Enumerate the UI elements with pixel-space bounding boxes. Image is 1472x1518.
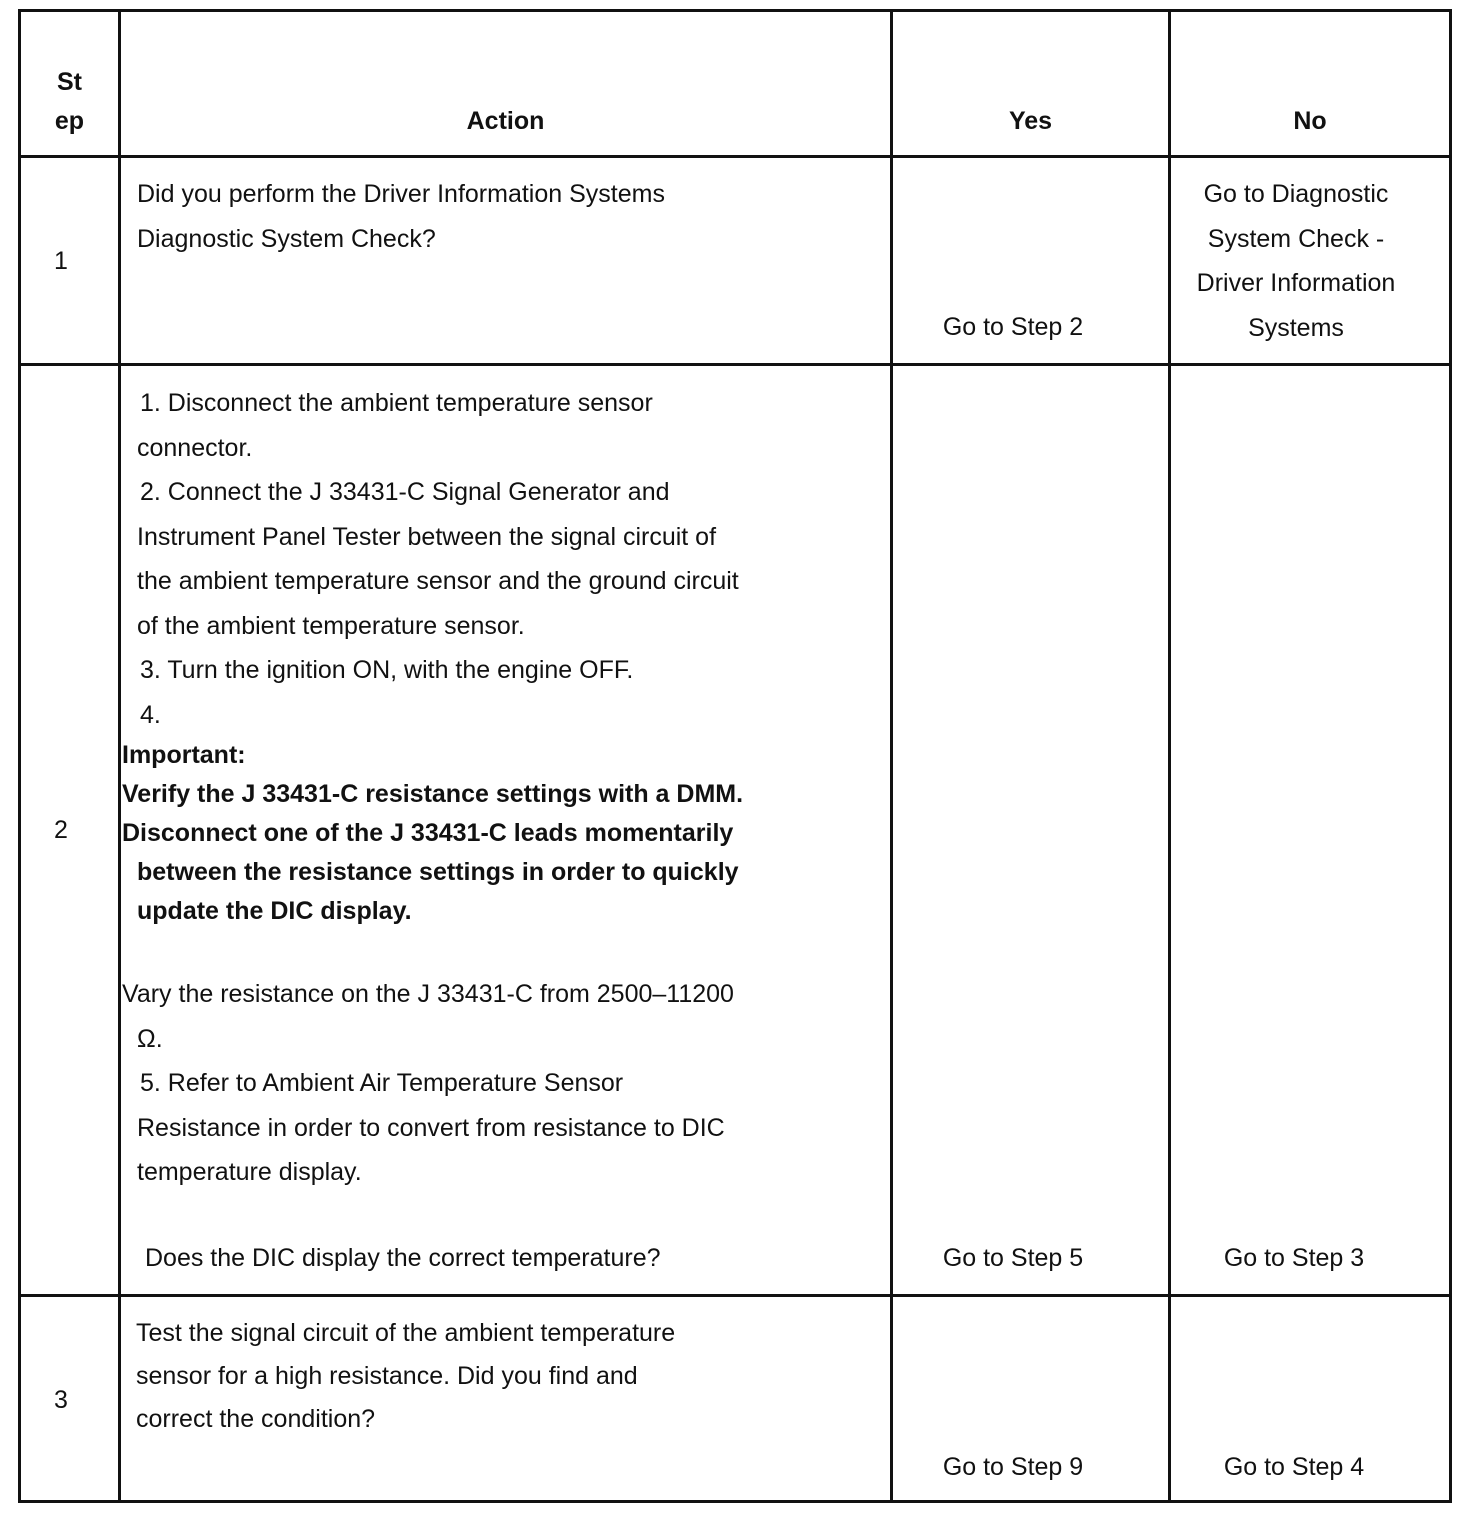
no-line: Systems — [1248, 313, 1344, 342]
yes-result: Go to Step 9 — [942, 1453, 1084, 1481]
yes-result: Go to Step 5 — [942, 1244, 1084, 1272]
header-yes: Yes — [1008, 107, 1053, 135]
header-divider — [18, 155, 1452, 158]
row-divider-2 — [18, 1294, 1452, 1297]
row-divider-1 — [18, 363, 1452, 366]
action-line: 2. Connect the J 33431-C Signal Generator and — [140, 478, 670, 506]
step-number: 2 — [54, 816, 68, 844]
action-line: 4. — [140, 700, 161, 729]
action-line: 3. Turn the ignition ON, with the engine OFF. — [140, 656, 634, 684]
column-divider-step — [118, 9, 121, 1503]
action-steps-4-5 — [122, 972, 734, 1195]
yes-result: Go to Step 2 — [942, 313, 1084, 341]
action-line: of the ambient temperature sensor. — [137, 611, 525, 640]
header-step-line1: St — [57, 68, 82, 96]
action-line: correct the condition? — [136, 1405, 376, 1433]
no-line: System Check - — [1207, 224, 1385, 253]
important-line: Verify the J 33431-C resistance settings with a DMM. — [122, 780, 744, 808]
table-border-bottom — [18, 1500, 1452, 1503]
action-line: Vary the resistance on the J 33431-C from 2500–11200 — [122, 980, 734, 1008]
important-line: Important: — [122, 741, 246, 769]
no-result — [1171, 172, 1421, 350]
action-line: sensor for a high resistance. Did you find and — [136, 1362, 638, 1390]
important-note — [122, 736, 743, 931]
action-line: connector. — [137, 433, 253, 462]
action-line: 1. Disconnect the ambient temperature sensor — [140, 389, 653, 417]
important-line: between the resistance settings in order to quickly — [137, 858, 739, 886]
no-line: Driver Information — [1196, 269, 1396, 297]
action-line: Resistance in order to convert from resistance to DIC — [137, 1113, 725, 1142]
important-line: update the DIC display. — [137, 897, 412, 925]
header-step-line2: ep — [54, 107, 85, 135]
step-number: 1 — [54, 247, 68, 275]
table-border-top — [18, 9, 1452, 12]
no-result: Go to Step 4 — [1223, 1453, 1365, 1481]
table-border-right — [1449, 9, 1452, 1503]
action-line: temperature display. — [137, 1158, 362, 1186]
action-line: Ω. — [137, 1024, 163, 1053]
no-line: Go to Diagnostic — [1203, 180, 1389, 208]
action-steps-1-4 — [137, 381, 739, 737]
table-border-left — [18, 9, 21, 1503]
header-no: No — [1293, 107, 1327, 135]
step-number: 3 — [54, 1386, 68, 1414]
action-line: Instrument Panel Tester between the signal circuit of — [137, 522, 717, 551]
action-text — [136, 1312, 675, 1441]
header-step — [21, 63, 118, 141]
action-text — [137, 172, 665, 261]
action-question: Does the DIC display the correct temperature? — [145, 1244, 661, 1272]
action-line: 5. Refer to Ambient Air Temperature Sensor — [140, 1069, 624, 1097]
action-line: Diagnostic System Check? — [137, 224, 436, 253]
action-line: Test the signal circuit of the ambient temperature — [136, 1319, 676, 1347]
action-line: Did you perform the Driver Information Systems — [137, 180, 665, 208]
action-line: the ambient temperature sensor and the ground circuit — [137, 567, 739, 595]
important-line: Disconnect one of the J 33431-C leads momentarily — [122, 819, 734, 847]
header-action: Action — [466, 107, 545, 135]
no-result: Go to Step 3 — [1223, 1244, 1365, 1272]
diagnostic-table — [18, 9, 1452, 1503]
